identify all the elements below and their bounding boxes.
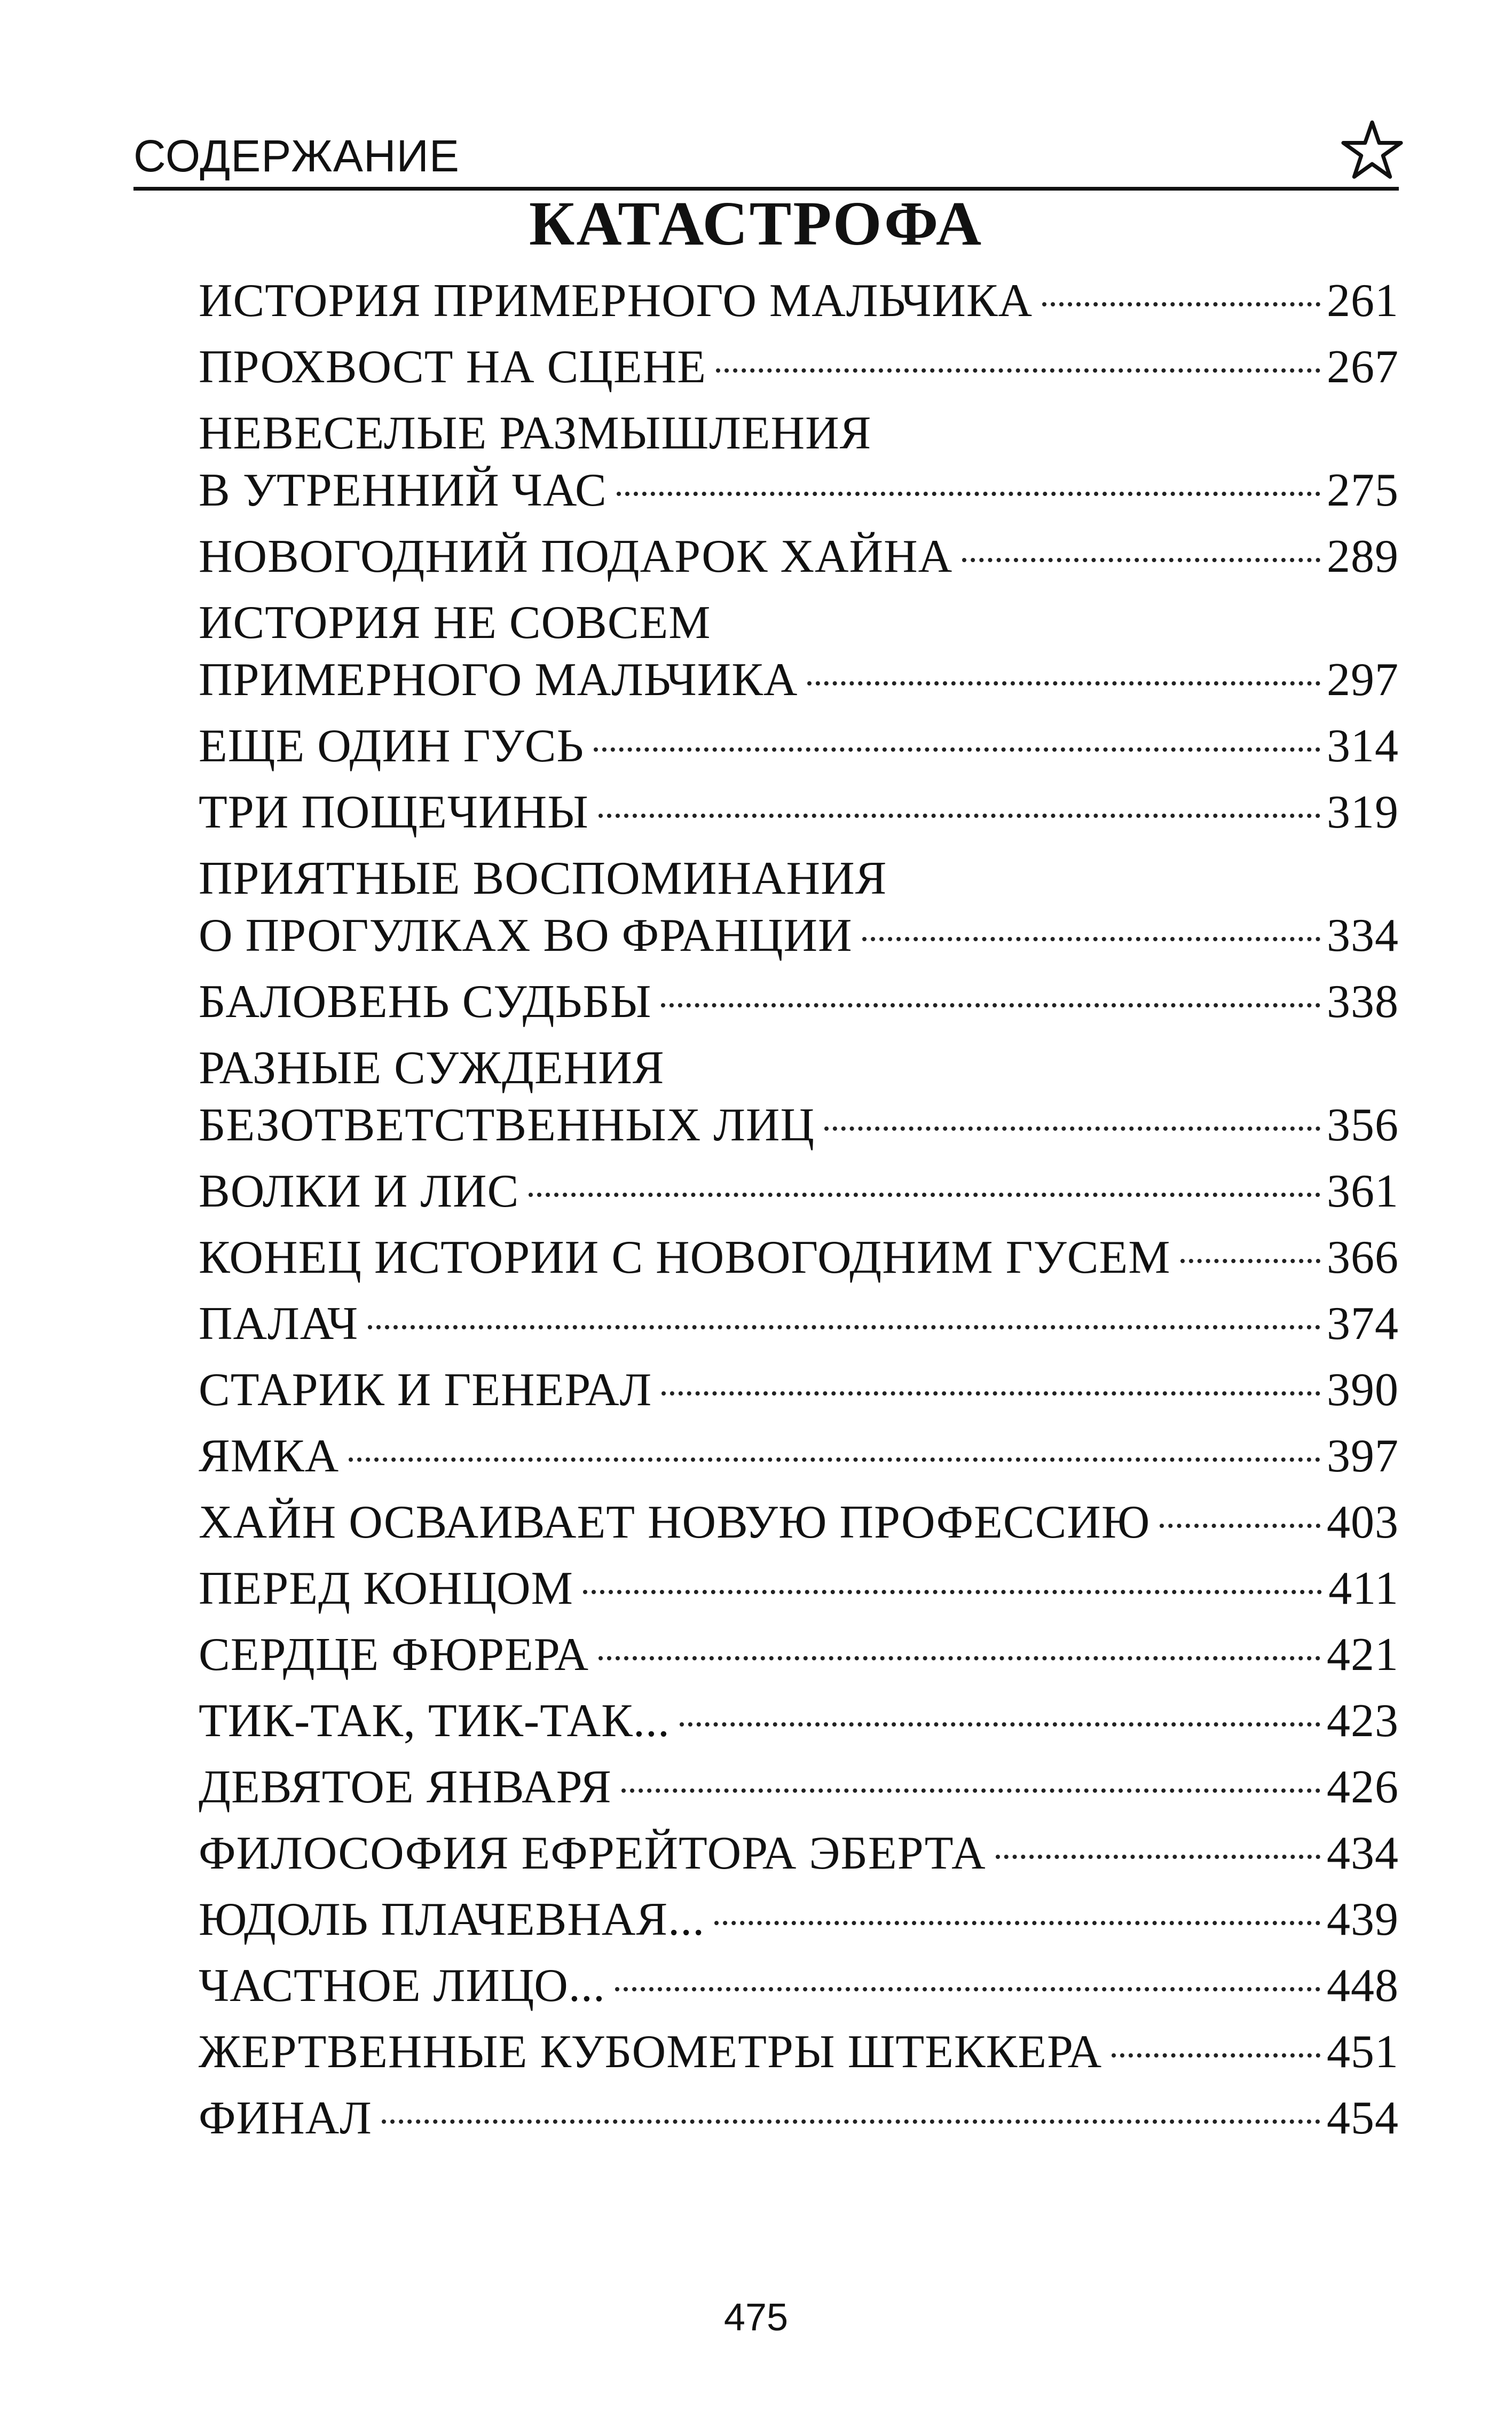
toc-entry-page-number: 448 <box>1327 1960 1399 2012</box>
toc-entry-row <box>199 1759 1399 1816</box>
toc-entry-title: ИСТОРИЯ ПРИМЕРНОГО МАЛЬЧИКА <box>199 275 1033 327</box>
toc-entry-page-number: 289 <box>1327 531 1399 582</box>
toc-entry-row <box>199 1494 1399 1551</box>
toc-entry <box>199 2090 1399 2147</box>
toc-entry-page-number: 423 <box>1327 1695 1399 1747</box>
toc-entry-title: В УТРЕННИЙ ЧАС <box>199 464 607 516</box>
toc-entry-page-number: 356 <box>1327 1099 1399 1151</box>
toc-entry-title: ЯМКА <box>199 1430 340 1482</box>
toc-entry-row <box>199 528 1399 585</box>
toc-entry-page-number: 403 <box>1327 1496 1399 1548</box>
toc-entry-title: ЕЩЕ ОДИН ГУСЬ <box>199 720 584 772</box>
toc-entry-row <box>199 1825 1399 1882</box>
toc-entry-title: ФИЛОСОФИЯ ЕФРЕЙТОРА ЭБЕРТА <box>199 1827 986 1879</box>
toc-entry-row <box>199 2090 1399 2147</box>
toc-entry <box>199 850 1399 964</box>
toc-entry-title: ВОЛКИ И ЛИС <box>199 1165 519 1217</box>
toc-entry <box>199 528 1399 585</box>
toc-entry <box>199 1295 1399 1352</box>
toc-entry <box>199 1428 1399 1485</box>
star-icon <box>1340 119 1404 183</box>
toc-entry-page-number: 439 <box>1327 1894 1399 1945</box>
running-title: СОДЕРЖАНИЕ <box>133 131 460 181</box>
toc-entry-title: ПАЛАЧ <box>199 1298 359 1350</box>
toc-entry-page-number: 338 <box>1327 976 1399 1028</box>
toc-entry-title: БЕЗОТВЕТСТВЕННЫХ ЛИЦ <box>199 1099 815 1151</box>
dot-leader <box>714 1921 1320 1925</box>
toc-entry <box>199 1626 1399 1683</box>
page-number: 475 <box>723 2296 789 2339</box>
toc-entry <box>199 973 1399 1030</box>
toc-entry <box>199 594 1399 708</box>
toc-entry-title: ПЕРЕД КОНЦОМ <box>199 1563 573 1614</box>
dot-leader <box>680 1722 1320 1727</box>
dot-leader <box>716 368 1320 373</box>
dot-leader <box>661 1003 1320 1007</box>
toc-entry-page-number: 314 <box>1327 720 1399 772</box>
table-of-contents <box>199 272 1399 2156</box>
toc-entry-row <box>199 1097 1399 1154</box>
toc-entry-page-number: 361 <box>1327 1165 1399 1217</box>
toc-entry-row <box>199 1891 1399 1948</box>
toc-entry-title: НОВОГОДНИЙ ПОДАРОК ХАЙНА <box>199 531 953 582</box>
toc-entry-title-line: ИСТОРИЯ НЕ СОВСЕМ <box>199 597 711 649</box>
toc-entry-page-number: 411 <box>1328 1563 1399 1614</box>
dot-leader <box>1112 2053 1320 2058</box>
toc-entry-row <box>199 1295 1399 1352</box>
toc-entry <box>199 1361 1399 1419</box>
section-title: КАТАСТРОФА <box>529 188 983 258</box>
dot-leader <box>583 1590 1322 1594</box>
toc-entry-title: ПРОХВОСТ НА СЦЕНЕ <box>199 341 706 393</box>
toc-entry <box>199 1163 1399 1220</box>
toc-entry-title: ДЕВЯТОЕ ЯНВАРЯ <box>199 1761 612 1813</box>
dot-leader <box>621 1788 1320 1793</box>
toc-entry-row <box>199 338 1399 396</box>
toc-entry-row <box>199 1957 1399 2014</box>
toc-entry-page-number: 319 <box>1327 786 1399 838</box>
toc-entry-row <box>199 1361 1399 1419</box>
dot-leader <box>368 1325 1320 1329</box>
toc-entry-title: ФИНАЛ <box>199 2092 372 2144</box>
running-header <box>133 107 1399 191</box>
dot-leader <box>1180 1259 1321 1263</box>
dot-leader <box>615 1987 1320 1991</box>
toc-entry-page-number: 297 <box>1327 654 1399 706</box>
toc-entry-title-line: РАЗНЫЕ СУЖДЕНИЯ <box>199 1042 665 1094</box>
toc-entry-page-number: 261 <box>1327 275 1399 327</box>
toc-entry-title: ХАЙН ОСВАИВАЕТ НОВУЮ ПРОФЕССИЮ <box>199 1496 1151 1548</box>
toc-entry-page-number: 451 <box>1327 2026 1399 2078</box>
toc-entry <box>199 272 1399 329</box>
toc-entry-row <box>199 973 1399 1030</box>
toc-entry-title: КОНЕЦ ИСТОРИИ С НОВОГОДНИМ ГУСЕМ <box>199 1232 1171 1283</box>
toc-entry-title: СТАРИК И ГЕНЕРАЛ <box>199 1364 652 1416</box>
toc-entry-row <box>199 1692 1399 1750</box>
toc-entry <box>199 1039 1399 1154</box>
dot-leader <box>862 937 1320 941</box>
dot-leader <box>598 1656 1320 1660</box>
toc-entry <box>199 338 1399 396</box>
toc-entry-row <box>199 272 1399 329</box>
dot-leader <box>662 1391 1320 1396</box>
toc-entry-title: БАЛОВЕНЬ СУДЬБЫ <box>199 976 652 1028</box>
dot-leader <box>962 558 1320 562</box>
toc-entry-row <box>199 784 1399 841</box>
toc-entry-title: ТИК-ТАК, ТИК-ТАК... <box>199 1695 670 1747</box>
dot-leader <box>807 681 1320 685</box>
toc-entry-page-number: 421 <box>1327 1629 1399 1681</box>
toc-entry <box>199 2023 1399 2081</box>
toc-entry-title: ЮДОЛЬ ПЛАЧЕВНАЯ... <box>199 1894 705 1945</box>
dot-leader <box>594 747 1320 752</box>
dot-leader <box>598 814 1320 818</box>
dot-leader <box>529 1193 1320 1197</box>
toc-entry-page-number: 366 <box>1327 1232 1399 1283</box>
toc-entry-page-number: 334 <box>1327 910 1399 962</box>
toc-entry <box>199 1560 1399 1617</box>
toc-entry-page-number: 374 <box>1327 1298 1399 1350</box>
toc-entry <box>199 1494 1399 1551</box>
toc-entry-row <box>199 1626 1399 1683</box>
toc-entry <box>199 784 1399 841</box>
toc-entry-title: ТРИ ПОЩЕЧИНЫ <box>199 786 589 838</box>
toc-entry-page-number: 454 <box>1327 2092 1399 2144</box>
toc-entry <box>199 1759 1399 1816</box>
toc-entry-page-number: 426 <box>1327 1761 1399 1813</box>
toc-entry <box>199 1957 1399 2014</box>
toc-entry-row <box>199 1428 1399 1485</box>
dot-leader <box>824 1126 1320 1131</box>
toc-entry-row <box>199 907 1399 964</box>
toc-entry-title-line: ПРИЯТНЫЕ ВОСПОМИНАНИЯ <box>199 853 887 904</box>
toc-entry-title: ЖЕРТВЕННЫЕ КУБОМЕТРЫ ШТЕККЕРА <box>199 2026 1102 2078</box>
toc-entry <box>199 1229 1399 1286</box>
toc-entry-page-number: 434 <box>1327 1827 1399 1879</box>
dot-leader <box>349 1457 1320 1462</box>
dot-leader <box>617 492 1320 496</box>
toc-entry-page-number: 267 <box>1327 341 1399 393</box>
toc-entry-title: СЕРДЦЕ ФЮРЕРА <box>199 1629 589 1681</box>
toc-entry-row <box>199 462 1399 519</box>
toc-entry-row <box>199 1560 1399 1617</box>
dot-leader <box>1042 302 1320 306</box>
toc-entry-row <box>199 2023 1399 2081</box>
toc-entry-title: О ПРОГУЛКАХ ВО ФРАНЦИИ <box>199 910 853 962</box>
toc-entry <box>199 1825 1399 1882</box>
toc-entry-title: ЧАСТНОЕ ЛИЦО... <box>199 1960 605 2012</box>
toc-entry <box>199 1692 1399 1750</box>
dot-leader <box>996 1855 1320 1859</box>
toc-entry-row <box>199 651 1399 708</box>
toc-entry-page-number: 275 <box>1327 464 1399 516</box>
toc-entry-title: ПРИМЕРНОГО МАЛЬЧИКА <box>199 654 798 706</box>
toc-entry-title-line: НЕВЕСЕЛЫЕ РАЗМЫШЛЕНИЯ <box>199 407 872 459</box>
toc-entry-row <box>199 1229 1399 1286</box>
dot-leader <box>382 2119 1320 2124</box>
toc-entry <box>199 718 1399 775</box>
dot-leader <box>1160 1524 1320 1528</box>
toc-entry <box>199 1891 1399 1948</box>
toc-entry-page-number: 397 <box>1327 1430 1399 1482</box>
toc-entry-page-number: 390 <box>1327 1364 1399 1416</box>
toc-entry <box>199 405 1399 519</box>
toc-entry-row <box>199 718 1399 775</box>
toc-entry-row <box>199 1163 1399 1220</box>
